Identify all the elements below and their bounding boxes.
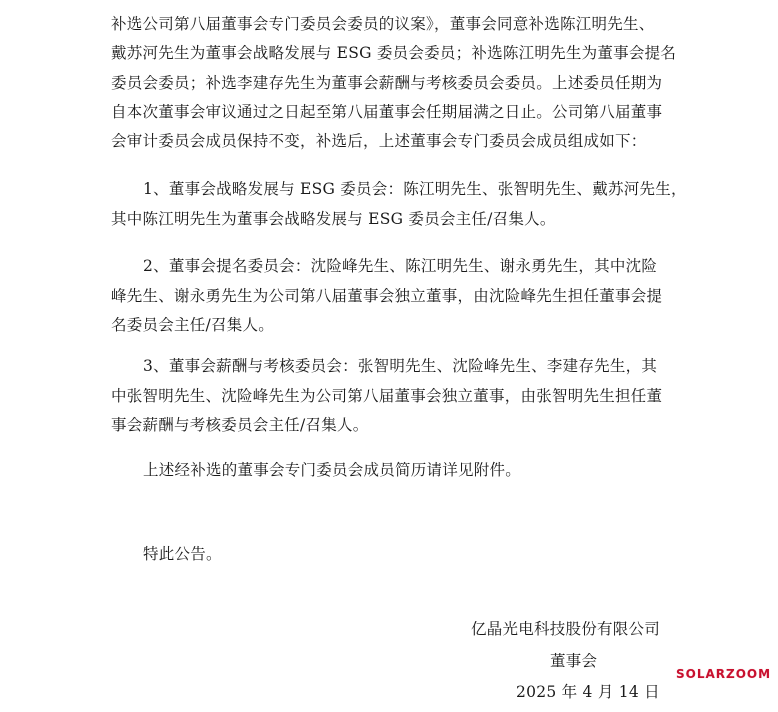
- item2-line-1: 2、董事会提名委员会：沈险峰先生、陈江明先生、谢永勇先生，其中沈险: [143, 257, 658, 275]
- item1-line-2: 其中陈江明先生为董事会战略发展与 ESG 委员会主任/召集人。: [111, 210, 556, 228]
- announcement-text: 特此公告。: [143, 545, 222, 563]
- item3-line-2: 中张智明先生、沈险峰先生为公司第八届董事会独立董事，由张智明先生担任董: [111, 387, 663, 405]
- item2-line-2: 峰先生、谢永勇先生为公司第八届董事会独立董事，由沈险峰先生担任董事会提: [111, 287, 663, 305]
- signature-board: 董事会: [550, 652, 598, 670]
- item1-line-1: 1、董事会战略发展与 ESG 委员会：陈江明先生、张智明先生、戴苏河先生，: [143, 180, 687, 198]
- attachment-note: 上述经补选的董事会专门委员会成员简历请详见附件。: [143, 461, 522, 479]
- body-line-1: 补选公司第八届董事会专门委员会委员的议案》，董事会同意补选陈江明先生、: [111, 15, 655, 33]
- body-line-5: 会审计委员会成员保持不变，补选后，上述董事会专门委员会成员组成如下：: [111, 132, 647, 150]
- body-line-3: 委员会委员；补选李建存先生为董事会薪酬与考核委员会委员。上述委员任期为: [111, 74, 663, 92]
- signature-company: 亿晶光电科技股份有限公司: [471, 620, 661, 638]
- item2-line-3: 名委员会主任/召集人。: [111, 316, 274, 334]
- body-line-4: 自本次董事会审议通过之日起至第八届董事会任期届满之日止。公司第八届董事: [111, 103, 663, 121]
- body-line-2: 戴苏河先生为董事会战略发展与 ESG 委员会委员；补选陈江明先生为董事会提名: [111, 44, 677, 62]
- item3-line-1: 3、董事会薪酬与考核委员会：张智明先生、沈险峰先生、李建存先生，其: [143, 357, 658, 375]
- item3-line-3: 事会薪酬与考核委员会主任/召集人。: [111, 416, 369, 434]
- signature-date: 2025 年 4 月 14 日: [516, 683, 660, 701]
- solarzoom-watermark: SOLARZOOM: [676, 667, 772, 681]
